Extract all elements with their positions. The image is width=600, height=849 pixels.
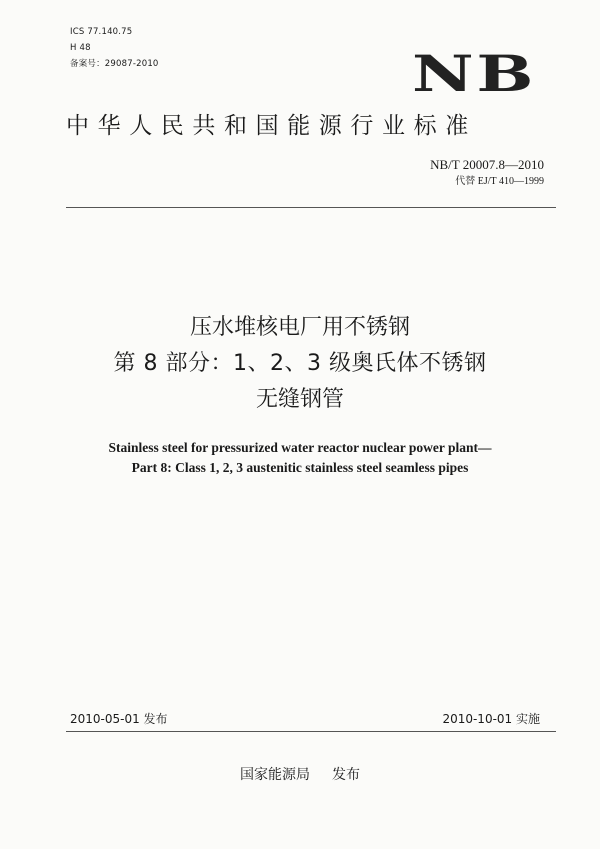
issue-date: 2010-05-01 发布 [70,712,168,726]
nb-logo: NB [412,44,537,103]
filing-number: 备案号：29087-2010 [70,59,159,69]
classification-block [70,24,159,72]
document-title-en-line1: Stainless steel for pressurized water reactor nuclear power plant— [108,440,492,455]
issuer-line [0,764,600,786]
standard-type-title: 中华人民共和国能源行业标准 [66,113,477,139]
replaces-standard: 代替 EJ/T 410—1999 [455,176,544,187]
issue-word: 发布 [332,767,360,783]
issuer-name: 国家能源局 [240,767,310,783]
ccs-code: H 48 [70,43,91,53]
document-title-cn-line1: 压水堆核电厂用不锈钢 [189,315,410,340]
ics-code: ICS 77.140.75 [70,27,133,37]
document-title-cn-line2: 第 8 部分：1、2、3 级奥氏体不锈钢 [113,351,487,376]
footer-divider [66,731,556,732]
standard-number: NB/T 20007.8—2010 [430,157,544,172]
implement-date: 2010-10-01 实施 [442,712,540,726]
header-divider [66,207,556,208]
document-title-cn-line3: 无缝钢管 [255,387,344,412]
document-title-en-line2: Part 8: Class 1, 2, 3 austenitic stainless steel seamless pipes [131,460,469,475]
